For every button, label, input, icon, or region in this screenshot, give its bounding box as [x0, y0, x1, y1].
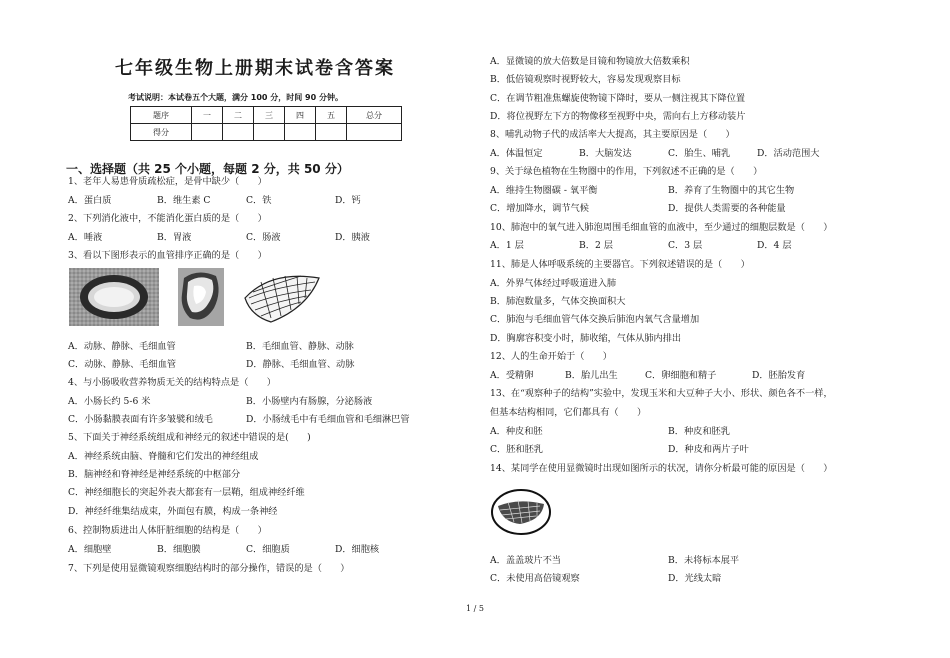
score-cell [347, 124, 402, 141]
question-13-cont: 但基本结构相同，它们都具有（ ） [490, 407, 647, 418]
option: B．胃液 [157, 232, 192, 243]
option: D．钙 [335, 195, 361, 206]
score-header-cell: 四 [285, 107, 316, 124]
option: B．细胞膜 [157, 544, 201, 555]
option: A．神经系统由脑、脊髓和它们发出的神经组成 [68, 451, 259, 462]
question-13: 13、在“观察种子的结构”实验中，发现玉米和大豆种子大小、形状、颜色各不一样， [490, 388, 833, 399]
option: C．动脉、静脉、毛细血管 [68, 359, 177, 370]
option: D．4 层 [757, 240, 792, 251]
score-cell [316, 124, 347, 141]
score-cell [192, 124, 223, 141]
score-header-cell: 一 [192, 107, 223, 124]
option: D．活动范围大 [757, 148, 820, 159]
score-table-score-row [131, 124, 402, 141]
option: C．胎生、哺乳 [668, 148, 731, 159]
option: D．静脉、毛细血管、动脉 [246, 359, 355, 370]
option: C．细胞质 [246, 544, 290, 555]
question-7: 7、下列是使用显微镜观察细胞结构时的部分操作，错误的是（ ） [68, 563, 350, 574]
option: D．将位视野左下方的物像移至视野中央，需向右上方移动装片 [490, 111, 746, 122]
question-3: 3、看以下图形表示的血管排序正确的是（ ） [68, 250, 267, 261]
option: B．维生素 C [157, 195, 211, 206]
capillary-network-image [241, 268, 323, 326]
score-row-label: 得分 [131, 124, 192, 141]
option: A．唾液 [68, 232, 103, 243]
option: B．小肠壁内有肠腺，分泌肠液 [246, 396, 373, 407]
score-table-header-row [131, 107, 402, 124]
score-header-cell: 三 [254, 107, 285, 124]
option: B．大脑发达 [579, 148, 632, 159]
option: A．外界气体经过呼吸道进入肺 [490, 278, 617, 289]
score-header-cell: 五 [316, 107, 347, 124]
option: B．养育了生物圈中的其它生物 [668, 185, 795, 196]
option: D．光线太暗 [668, 573, 722, 584]
question-2: 2、下列消化液中，不能消化蛋白质的是（ ） [68, 213, 267, 224]
option: C．卵细胞和精子 [645, 370, 717, 381]
option: B．低倍镜观察时视野较大，容易发现观察目标 [490, 74, 681, 85]
option: C．铁 [246, 195, 272, 206]
option: D．胰液 [335, 232, 370, 243]
option: C．在调节粗准焦螺旋使物镜下降时，要从一侧注视其下降位置 [490, 93, 746, 104]
microscope-view-image [490, 488, 552, 536]
option: A．种皮和胚 [490, 426, 543, 437]
option: C．神经细胞长的突起外表大都套有一层鞘，组成神经纤维 [68, 487, 305, 498]
score-header-cell: 题序 [131, 107, 192, 124]
option: A．动脉、静脉、毛细血管 [68, 341, 176, 352]
option: D．种皮和两片子叶 [668, 444, 749, 455]
question-12: 12、人的生命开始于（ ） [490, 351, 612, 362]
score-cell [254, 124, 285, 141]
option: D．胚胎发育 [752, 370, 806, 381]
option: B．未将标本展平 [668, 555, 740, 566]
page-title: 七年级生物上册期末试卷含答案 [115, 58, 395, 79]
option: B．脑神经和脊神经是神经系统的中枢部分 [68, 469, 241, 480]
option: D．小肠绒毛中有毛细血管和毛细淋巴管 [246, 414, 410, 425]
option: C．3 层 [668, 240, 703, 251]
exam-instructions: 考试说明：本试卷五个大题，满分 100 分，时间 90 分钟。 [128, 93, 343, 102]
question-9: 9、关于绿色植物在生物圈中的作用，下列叙述不正确的是（ ） [490, 166, 763, 177]
option: A．盖盖玻片不当 [490, 555, 561, 566]
score-header-cell: 二 [223, 107, 254, 124]
option: A．细胞壁 [68, 544, 112, 555]
option: D．神经纤维集结成束，外面包有膜，构成一条神经 [68, 506, 278, 517]
option: C．小肠黏膜表面有许多皱襞和绒毛 [68, 414, 213, 425]
question-4: 4、与小肠吸收营养物质无关的结构特点是（ ） [68, 377, 276, 388]
option: B．毛细血管、静脉、动脉 [246, 341, 354, 352]
option: A．显微镜的放大倍数是目镜和物镜放大倍数乘积 [490, 56, 690, 67]
option: A．蛋白质 [68, 195, 112, 206]
option: B．胎儿出生 [565, 370, 618, 381]
page-number: 1 / 5 [466, 604, 484, 613]
option: C．未使用高倍镜观察 [490, 573, 580, 584]
question-11: 11、肺是人体呼吸系统的主要器官。下列叙述错误的是（ ） [490, 259, 750, 270]
question-10: 10、肺泡中的氧气进入肺泡周围毛细血管的血液中，至少通过的细胞层数是（ ） [490, 222, 833, 233]
option: C．胚和胚乳 [490, 444, 543, 455]
question-1: 1、老年人易患骨质疏松症，是骨中缺少（ ） [68, 176, 267, 187]
section-heading: 一、选择题（共 25 个小题，每题 2 分，共 50 分） [66, 162, 349, 176]
question-14: 14、某同学在使用显微镜时出现如图所示的状况，请你分析最可能的原因是（ ） [490, 463, 833, 474]
option: B．种皮和胚乳 [668, 426, 730, 437]
option: A．小肠长约 5-6 米 [68, 396, 151, 407]
score-table [130, 106, 402, 141]
question-5: 5、下面关于神经系统组成和神经元的叙述中错误的是( ) [68, 432, 311, 443]
option: A．维持生物圈碳 - 氧平衡 [490, 185, 598, 196]
option: D．胸廓容积变小时，肺收缩，气体从肺内排出 [490, 333, 682, 344]
option: B．肺泡数量多，气体交换面积大 [490, 296, 626, 307]
option: A．1 层 [490, 240, 524, 251]
score-header-cell: 总分 [347, 107, 402, 124]
option: A．受精卵 [490, 370, 534, 381]
question-8: 8、哺乳动物子代的成活率大大提高，其主要原因是（ ） [490, 129, 735, 140]
option: C．肠液 [246, 232, 281, 243]
option: D．细胞核 [335, 544, 380, 555]
option: D．提供人类需要的各种能量 [668, 203, 786, 214]
score-cell [223, 124, 254, 141]
option: C．肺泡与毛细血管气体交换后肺泡内氧气含量增加 [490, 314, 700, 325]
score-cell [285, 124, 316, 141]
option: B．2 层 [579, 240, 613, 251]
vein-cross-section-image [178, 268, 224, 326]
artery-cross-section-image [69, 268, 159, 326]
option: A．体温恒定 [490, 148, 543, 159]
question-6: 6、控制物质进出人体肝脏细胞的结构是（ ） [68, 525, 267, 536]
option: C．增加降水，调节气候 [490, 203, 589, 214]
